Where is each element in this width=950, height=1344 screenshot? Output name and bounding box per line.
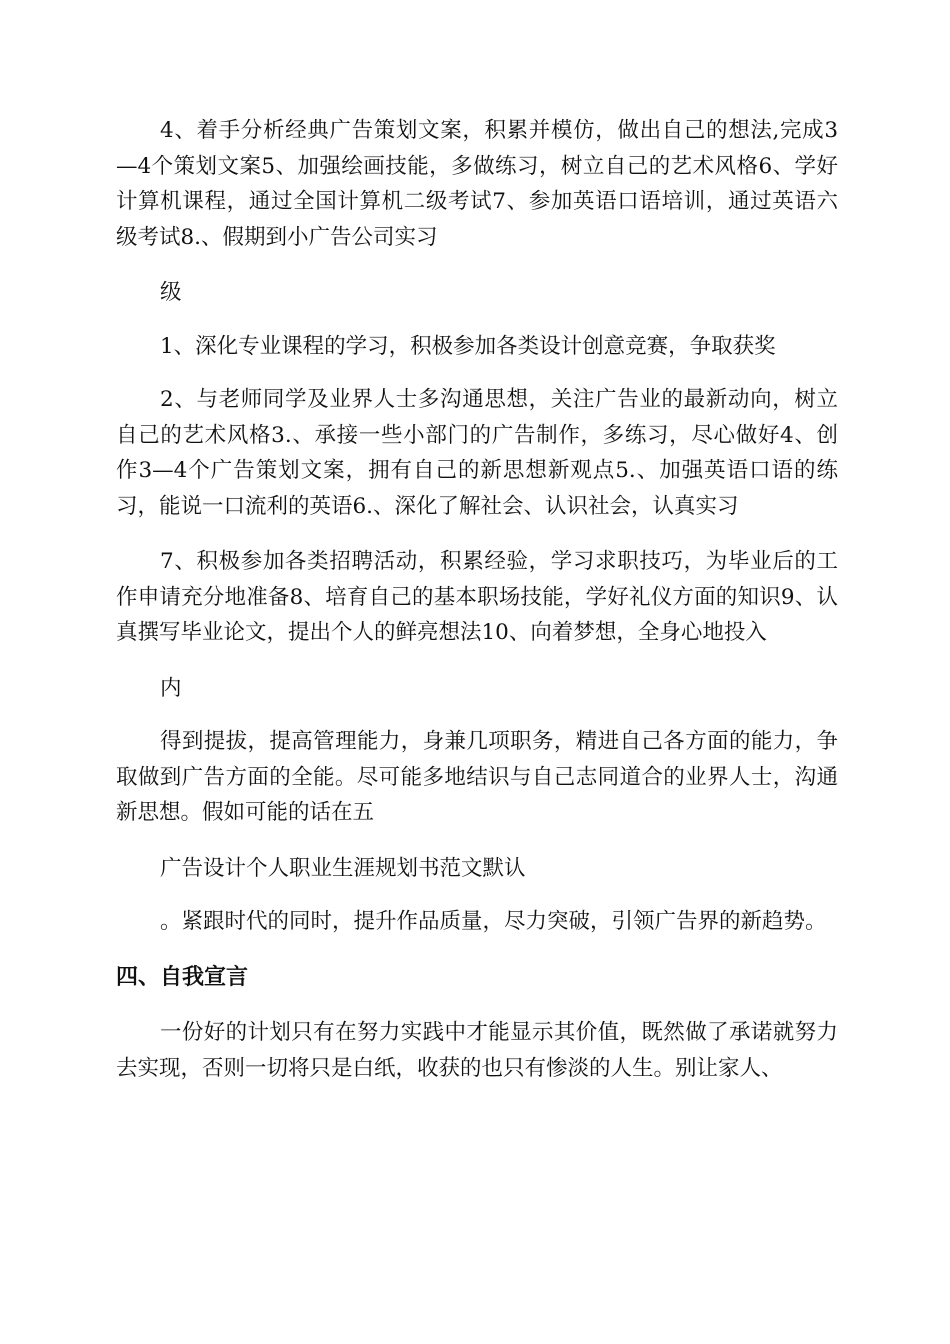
section-heading-declaration: 四、自我宣言 <box>116 964 249 990</box>
paragraph-declaration: 一份好的计划只有在努力实践中才能显示其价值，既然做了承诺就努力去实现，否则一切将只是白纸，收获的也只有惨淡的人生。别让家人、 <box>116 1020 838 1081</box>
paragraph-job-hunting: 7、积极参加各类招聘活动，积累经验，学习求职技巧，为毕业后的工作申请充分地准备8、培育自己的基本职场技能，学好礼仪方面的知识9、认真撰写毕业论文，提出个人的鲜亮想法10、向着梦想，全身心地投入 <box>116 549 838 645</box>
paragraph-keep-pace: 。紧跟时代的同时，提升作品质量，尽力突破，引领广告界的新趋势。 <box>160 909 827 934</box>
paragraph-deepen-courses: 1、深化专业课程的学习，积极参加各类设计创意竞赛，争取获奖 <box>160 333 776 359</box>
paragraph-grade-label: 级 <box>160 280 182 305</box>
paragraph-doc-title-line: 广告设计个人职业生涯规划书范文默认 <box>160 855 526 881</box>
paragraph-communicate: 2、与老师同学及业界人士多沟通思想，关注广告业的最新动向，树立自己的艺术风格3.、承接一些小部门的广告制作，多练习，尽心做好4、创作3—4个广告策划文案，拥有自己的新思想新观点5.、加强英语口语的练习，能说一口流利的英语6.、深化了解社会、认识社会，认真实习 <box>116 387 838 519</box>
paragraph-plan-step-4: 4、着手分析经典广告策划文案，积累并模仿，做出自己的想法,完成3—4个策划文案5、加强绘画技能，多做练习，树立自己的艺术风格6、学好计算机课程，通过全国计算机二级考试7、参加英语口语培训，通过英语六级考试8.、假期到小广告公司实习 <box>116 118 838 250</box>
paragraph-inner-label: 内 <box>160 675 182 701</box>
paragraph-promotion: 得到提拔，提高管理能力，身兼几项职务，精进自己各方面的能力，争取做到广告方面的全能。尽可能多地结识与自己志同道合的业界人士，沟通新思想。假如可能的话在五 <box>116 729 838 825</box>
